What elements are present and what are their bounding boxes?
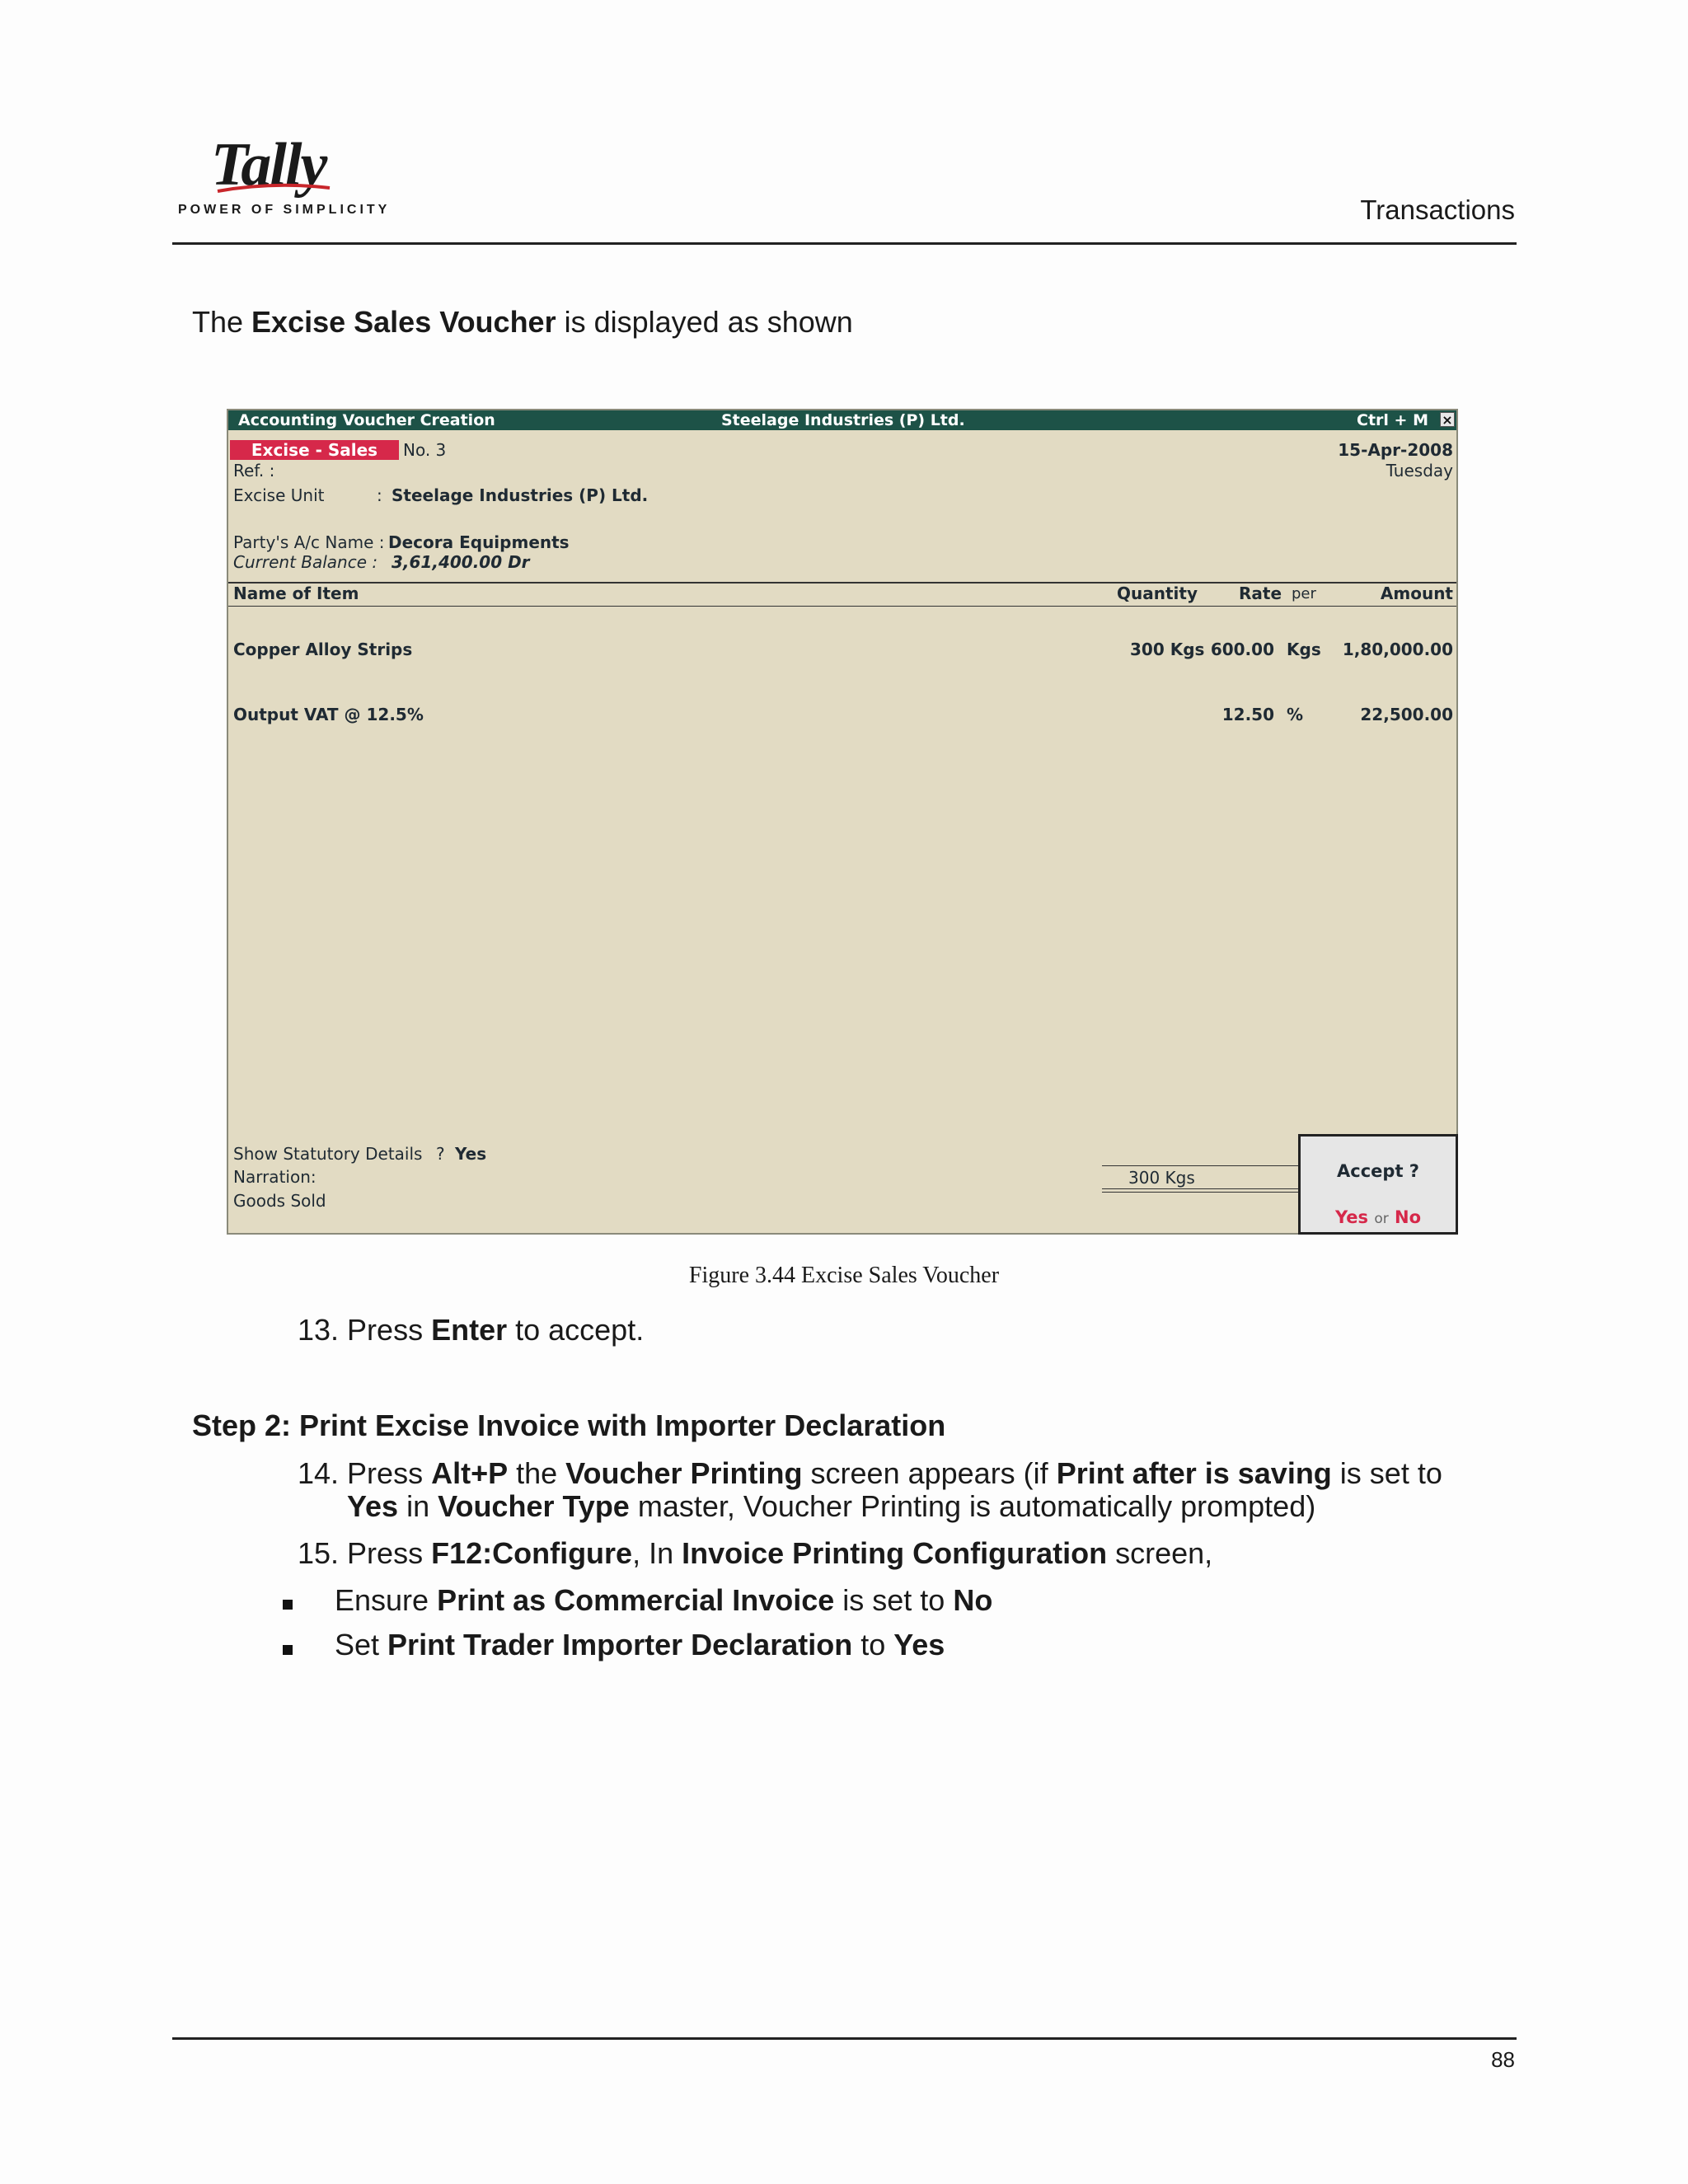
column-header-item: Name of Item xyxy=(233,583,359,603)
bullet-item: Ensure Print as Commercial Invoice is set to No xyxy=(335,1583,993,1617)
page-number: 88 xyxy=(1491,2047,1515,2072)
current-balance-value: 3,61,400.00 Dr xyxy=(392,552,530,572)
total-double-rule xyxy=(1102,1192,1302,1193)
item-rate[interactable]: 12.50 xyxy=(1221,705,1274,724)
voucher-type-badge[interactable]: Excise - Sales xyxy=(230,440,399,460)
figure-caption: Figure 3.44 Excise Sales Voucher xyxy=(688,1263,1000,1288)
close-icon[interactable]: × xyxy=(1440,412,1455,427)
item-quantity[interactable]: 300 Kgs xyxy=(1130,640,1205,659)
company-name: Steelage Industries (P) Ltd. xyxy=(721,411,965,429)
table-header-rule xyxy=(228,606,1456,607)
party-name-value[interactable]: Decora Equipments xyxy=(388,532,570,552)
total-top-rule xyxy=(1102,1165,1302,1166)
footer-rule xyxy=(172,2037,1517,2040)
bullet-icon xyxy=(283,1645,293,1655)
column-header-per: per xyxy=(1292,585,1316,602)
column-header-quantity: Quantity xyxy=(1117,583,1198,603)
section-title: Transactions xyxy=(1360,194,1515,225)
statutory-details-label: Show Statutory Details xyxy=(233,1144,423,1164)
step-15: 15. Press F12:Configure, In Invoice Printing Configuration screen, xyxy=(298,1536,1213,1570)
accept-prompt: Accept ? xyxy=(1337,1161,1419,1181)
item-rate[interactable]: 600.00 xyxy=(1210,640,1274,659)
excise-unit-label: Excise Unit xyxy=(233,485,325,505)
item-amount[interactable]: 1,80,000.00 xyxy=(1342,640,1453,659)
voucher-day: Tuesday xyxy=(1386,461,1453,480)
ref-label[interactable]: Ref. : xyxy=(233,461,275,480)
step-13: 13. Press Enter to accept. xyxy=(298,1313,645,1347)
window-title-bar xyxy=(228,410,1456,430)
total-bottom-rule xyxy=(1102,1188,1302,1189)
item-per[interactable]: Kgs xyxy=(1287,640,1321,659)
logo-tagline: POWER OF SIMPLICITY xyxy=(178,203,391,217)
accept-yes-button[interactable]: Yes xyxy=(1334,1207,1368,1227)
step-14-line-2: Yes in Voucher Type master, Voucher Printing is automatically prompted) xyxy=(347,1489,1316,1523)
excise-unit-value[interactable]: Steelage Industries (P) Ltd. xyxy=(392,485,649,505)
accept-or-label: or xyxy=(1374,1211,1389,1227)
bullet-icon xyxy=(283,1600,293,1610)
party-name-label: Party's A/c Name : xyxy=(233,532,385,552)
item-amount[interactable]: 22,500.00 xyxy=(1360,705,1453,724)
step-14-line-1: 14. Press Alt+P the Voucher Printing screen appears (if Print after is saving is set to xyxy=(298,1456,1442,1490)
bullet-item: Set Print Trader Importer Declaration to Yes xyxy=(335,1628,945,1661)
logo-wordmark: Tally xyxy=(211,131,326,199)
step-2-heading: Step 2: Print Excise Invoice with Importer Declaration xyxy=(192,1408,946,1442)
accept-dialog xyxy=(1298,1134,1458,1235)
header-rule xyxy=(172,242,1517,245)
item-name[interactable]: Copper Alloy Strips xyxy=(233,640,413,659)
column-header-amount: Amount xyxy=(1380,583,1453,603)
logo-swoosh-icon xyxy=(216,183,331,194)
narration-text[interactable]: Goods Sold xyxy=(233,1191,326,1211)
accept-no-button[interactable]: No xyxy=(1395,1207,1422,1227)
voucher-window xyxy=(227,409,1458,1235)
window-title: Accounting Voucher Creation xyxy=(238,411,495,429)
statutory-details-value[interactable]: Yes xyxy=(455,1144,487,1164)
item-per[interactable]: % xyxy=(1287,705,1304,724)
shortcut-label: Ctrl + M xyxy=(1357,411,1428,429)
voucher-number: No. 3 xyxy=(403,440,447,460)
voucher-date[interactable]: 15-Apr-2008 xyxy=(1338,440,1453,460)
narration-label: Narration: xyxy=(233,1167,316,1187)
accept-options xyxy=(1301,1207,1456,1227)
total-quantity: 300 Kgs xyxy=(1128,1168,1195,1188)
column-header-rate: Rate xyxy=(1239,583,1282,603)
intro-text: The Excise Sales Voucher is displayed as shown xyxy=(192,305,853,339)
excise-unit-separator: : xyxy=(377,485,382,505)
tally-logo xyxy=(175,131,391,223)
statutory-details-separator: ? xyxy=(436,1144,445,1164)
item-name[interactable]: Output VAT @ 12.5% xyxy=(233,705,424,724)
current-balance-label: Current Balance : xyxy=(233,552,378,572)
